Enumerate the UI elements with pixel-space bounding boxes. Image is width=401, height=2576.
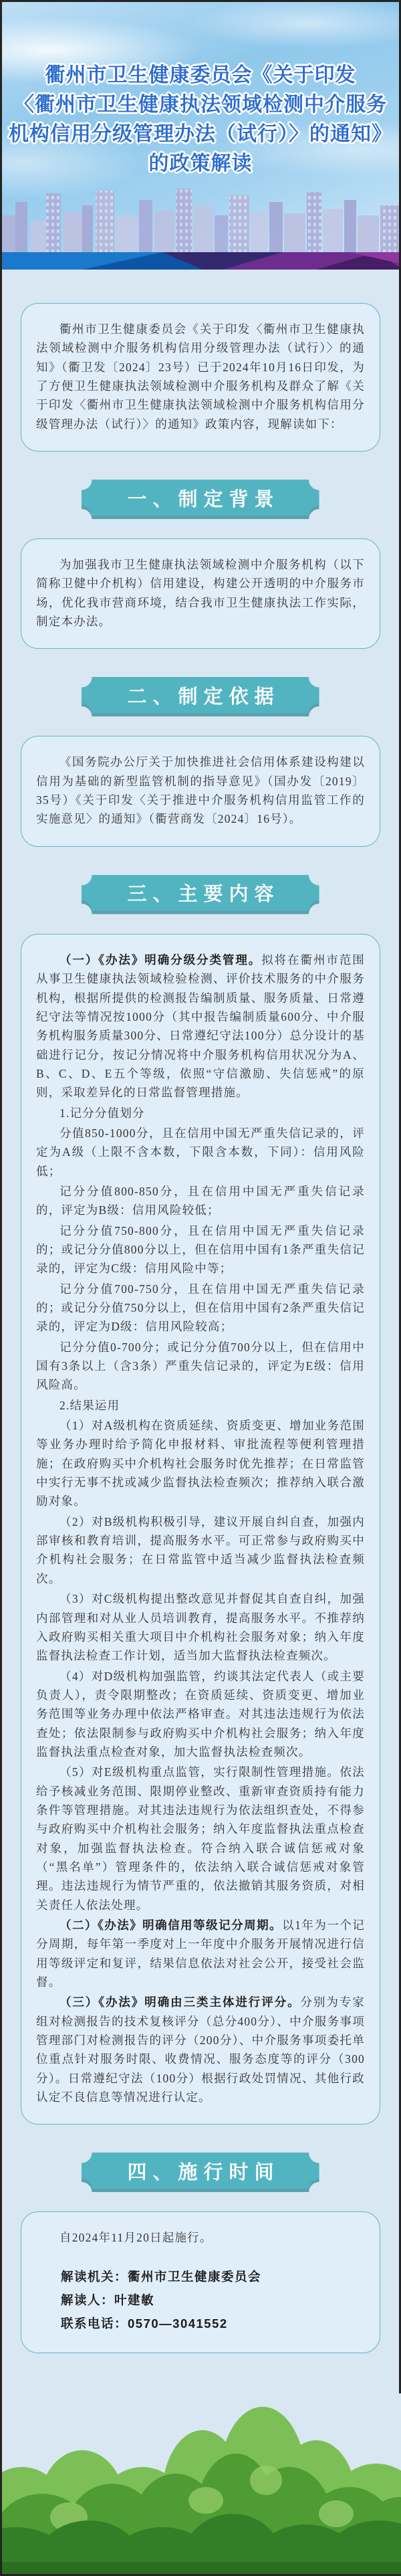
- paragraph: [36, 1182, 365, 1220]
- paragraph-text: 记分分值0-700分；或记分分值700分以上，但在信用中国有3条以上（含3条）严重失信记录的，评定为E级：信用风险高。: [36, 1340, 365, 1392]
- section-2-banner: [82, 677, 319, 713]
- section-2-box: [21, 736, 380, 846]
- paragraph-lead: （三）《办法》明确由三类主体进行评分。: [59, 1995, 301, 2009]
- title-line-2: 〈衢州市卫生健康执法领域检测中介服务: [14, 94, 387, 116]
- paragraph: [36, 1104, 365, 1122]
- paragraph-text: 分值850-1000分，且在信用中国无严重失信记录的，评定为A级（上限不含本数，下限含本数，下同）：信用风险低；: [36, 1126, 365, 1178]
- intro-paragraph: 衢州市卫生健康委员会《关于印发〈衢州市卫生健康执法领域检测中介服务机构信用分级管理办法（试行）〉的通知》（衢卫发〔2024〕23号）已于2024年10月16日印发，为了方便卫生健康执法领域检测中介服务机构及群众了解《关于印发〈衢州市卫生健康执法领域检测中介服务机构信用分级管理办法（试行）〉的通知》政策内容，现解读如下：: [36, 322, 365, 431]
- trees-graphic: [2, 2393, 401, 2574]
- section-4-box: [21, 2211, 380, 2353]
- section-3-banner: [82, 875, 319, 911]
- title-line-4: 的政策解读: [148, 153, 253, 175]
- paragraph: [36, 1280, 365, 1336]
- paragraph-text: 记分分值750-800分，且在信用中国无严重失信记录的；或记分分值800分以上，但在信用中国有1条严重失信记录的，评定为C级：信用风险中等；: [36, 1223, 365, 1276]
- section-3-title: 三、主要内容: [127, 884, 280, 906]
- paragraph: [36, 951, 365, 1102]
- paragraph: [36, 1512, 365, 1588]
- paragraph: [36, 1916, 365, 1991]
- paragraph-text: （4）对D级机构加强监管，约谈其法定代表人（或主要负责人），责令限期整改；在资质延续、资质变更、增加业务范围等业务办理中依法严格审查。对其违法违规行为依法查处；依法限制参与政府购买中介机构社会服务；纳入年度监督执法重点检查对象，加大监督执法检查频次。: [36, 1669, 365, 1759]
- poster-title: [2, 61, 399, 179]
- city-skyline-graphic: [2, 188, 399, 252]
- geometric-band: [2, 252, 399, 270]
- paragraph: [36, 555, 365, 631]
- paragraph: [36, 1667, 365, 1762]
- paragraph: [36, 753, 365, 828]
- paragraph: [36, 1396, 365, 1415]
- paragraph-text: 记分分值800-850分，且在信用中国无严重失信记录的，评定为B级：信用风险较低；: [36, 1184, 365, 1217]
- intro-box: [21, 303, 380, 452]
- section-3-box: [21, 934, 380, 2125]
- section-1-title: 一、制定背景: [127, 488, 280, 510]
- paragraph-text: 2.结果运用: [59, 1398, 120, 1412]
- paragraph-text: （3）对C级机构提出整改意见并督促其自查自纠，加强内部管理和对从业人员培训教育，提高服务水平。不推荐纳入政府购买相关重大项目中介机构社会服务对象；纳入年度监督执法检查工作计划，适当加大监督执法检查频次。: [36, 1592, 365, 1663]
- effective-date-paragraph: [36, 2228, 365, 2247]
- paragraph-text: 自2024年11月20日起施行。: [59, 2231, 213, 2245]
- section-2-title: 二、制定依据: [127, 686, 280, 708]
- contact-phone-line: 联系电话：0570—3041552: [61, 2316, 228, 2331]
- content: [2, 270, 399, 2388]
- paragraph-text: 为加强我市卫生健康执法领域检测中介服务机构（以下简称卫健中介机构）信用建设，构建公开透明的中介服务市场，优化我市营商环境，结合我市卫生健康执法工作实际，制定本办法。: [36, 558, 365, 629]
- paragraph-text: 以1年为一个记分周期，每年第一季度对上一年度中介服务开展情况进行信用等级评定和复评，结果信息依法对社会公开，接受社会监督。: [36, 1918, 365, 1989]
- paragraph-text: 1.记分分值划分: [59, 1106, 145, 1120]
- paragraph-lead: （二）《办法》明确信用等级记分周期。: [59, 1918, 283, 1932]
- title-line-1: 衢州市卫生健康委员会《关于印发: [45, 64, 356, 86]
- paragraph: [36, 1416, 365, 1511]
- paragraph-text: （5）对E级机构重点监管，实行限制性管理措施。依法给予核减业务范围、限期停业整改、重新审查资质持有能力条件等管理措施。对其违法违规行为依法组织查处，不得参与政府购买中介机构社会服务；纳入年度监督执法重点检查对象，加强监督执法检查。符合纳入联合诚信惩戒对象（“黑名单”）管理条件的，依法纳入联合诚信惩戒对象管理。违法违规行为情节严重的，依法撤销其服务资质，对相关责任人依法处理。: [36, 1765, 365, 1912]
- spacer: [36, 2248, 365, 2265]
- section-4-banner: [82, 2153, 319, 2189]
- paragraph-text: 分别为专家组对检测报告的技术复核评分（总分400分）、中介服务事项管理部门对检测报告的评分（200分）、中介服务事项委托单位重点针对服务时限、收费情况、服务态度等的评分（300分）。日常遵纪守法（100分）根据行政处罚情况、其他行政认定不良信息等情况进行认定。: [36, 1995, 365, 2104]
- paragraph-text: 记分分值700-750分，且在信用中国无严重失信记录的；或记分分值750分以上，但在信用中国有2条严重失信记录的，评定为D级：信用风险较高；: [36, 1282, 365, 1334]
- paragraph-text: 《国务院办公厅关于加快推进社会信用体系建设构建以信用为基础的新型监管机制的指导意见》（国办发〔2019〕35号）《关于印发〈关于推进中介服务机构信用监管工作的实施意见〉的通知》（衢营商发〔2024〕16号）。: [36, 755, 365, 826]
- paragraph: [36, 1338, 365, 1395]
- paragraph: [36, 1124, 365, 1181]
- paragraph-text: 拟将在衢州市范围从事卫生健康执法领域检验检测、评价技术服务的中介服务机构，根据所提供的检测报告编制质量、服务质量、日常遵纪守法等情况按1000分（其中报告编制质量600分、中介服务机构服务质量300分、日常遵纪守法100分）总分设计的基础进行记分，按记分情况将中介服务机构信用状况分为A、B、C、D、E五个等级，依照“守信激励、失信惩戒”的原则，采取差异化的日常监督管理措施。: [36, 953, 365, 1100]
- interpreting-agency-line: 解读机关：衢州市卫生健康委员会: [61, 2269, 262, 2284]
- title-line-3: 机构信用分级管理办法（试行）〉的通知》: [9, 123, 392, 145]
- paragraph: [36, 1993, 365, 2106]
- header: [2, 2, 399, 270]
- paragraph: [36, 1221, 365, 1278]
- interpreter-line: 解读人：叶建敏: [61, 2292, 155, 2307]
- paragraph: [36, 1589, 365, 1665]
- section-4-title: 四、施行时间: [127, 2161, 280, 2183]
- paragraph: [36, 1763, 365, 1914]
- section-1-box: [21, 538, 380, 649]
- section-1-banner: [82, 480, 319, 516]
- paragraph-lead: （一）《办法》明确分级分类管理。: [59, 953, 262, 967]
- paragraph-text: （1）对A级机构在资质延续、资质变更、增加业务范围等业务办理时给予简化申报材料、审批流程等便利管理措施；在政府购买中介机构社会服务时优先推荐；在日常监管中实行无事不扰或减少监督执法检查频次；推荐纳入联合激励对象。: [36, 1419, 365, 1508]
- paragraph-text: （2）对B级机构积极引导，建议开展自纠自查，加强内部审核和教育培训，提高服务水平。可正常参与政府购买中介机构社会服务；在日常监管中适当减少监督执法检查频次。: [36, 1514, 365, 1585]
